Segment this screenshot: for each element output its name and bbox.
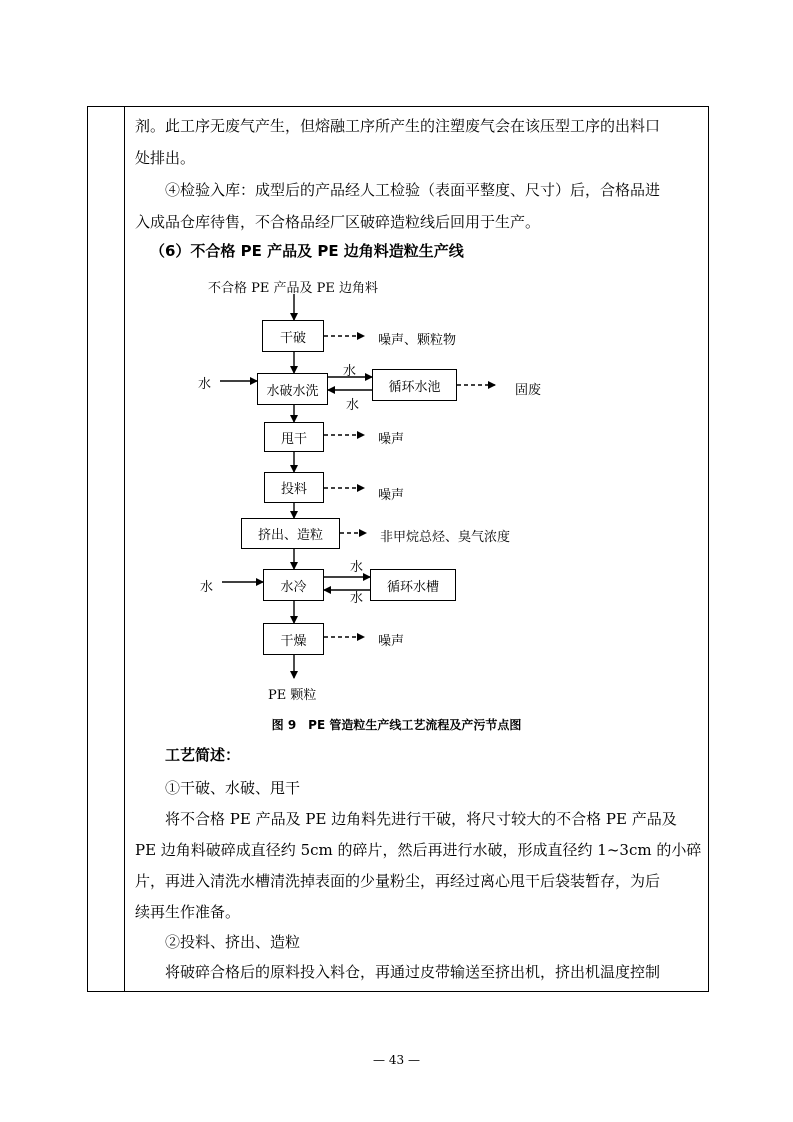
flow-input-label: 不合格 PE 产品及 PE 边角料: [208, 281, 379, 296]
water-flow-label: 水: [350, 591, 364, 606]
paragraph-line: 剂。此工序无废气产生，但熔融工序所产生的注塑废气会在该压型工序的出料口: [135, 117, 661, 135]
figure-caption: 图 9 PE 管造粒生产线工艺流程及产污节点图: [271, 718, 522, 732]
paragraph-line: 片，再进入清洗水槽清洗掉表面的少量粉尘，再经过离心甩干后袋装暂存，为后: [135, 872, 661, 890]
paragraph-line: 入成品仓库待售，不合格品经厂区破碎造粒线后回用于生产。: [135, 213, 541, 231]
water-flow-label: 水: [346, 398, 360, 413]
process-box-water-cool: 水冷: [263, 569, 324, 601]
section-heading: （6）不合格 PE 产品及 PE 边角料造粒生产线: [150, 242, 464, 260]
process-box-tank: 循环水槽: [370, 569, 456, 601]
paragraph-line: 将破碎合格后的原料投入料仓，再通过皮带输送至挤出机，挤出机温度控制: [165, 963, 661, 981]
water-input-label: 水: [200, 580, 214, 595]
pollutant-label: 噪声: [378, 634, 405, 649]
step-title: ②投料、挤出、造粒: [165, 933, 301, 951]
process-box-spin-dry: 甩干: [264, 422, 324, 452]
process-box-drying: 干燥: [263, 623, 324, 655]
paragraph-line: 续再生作准备。: [135, 903, 241, 921]
water-flow-label: 水: [343, 364, 357, 379]
process-box-pool: 循环水池: [372, 369, 457, 401]
paragraph-line: 将不合格 PE 产品及 PE 边角料先进行干破，将尺寸较大的不合格 PE 产品及: [165, 810, 677, 828]
water-flow-label: 水: [350, 560, 364, 575]
flow-output-label: PE 颗粒: [268, 688, 317, 703]
pollutant-label: 噪声、颗粒物: [378, 333, 457, 348]
page-number: — 43 —: [373, 1053, 420, 1067]
paragraph-line: 处排出。: [135, 149, 196, 167]
step-title: ①干破、水破、甩干: [165, 779, 301, 797]
process-box-feeding: 投料: [264, 472, 324, 503]
process-heading: 工艺简述：: [165, 746, 241, 764]
paragraph-line: ④检验入库：成型后的产品经人工检验（表面平整度、尺寸）后，合格品进: [165, 181, 661, 199]
process-box-extrude: 挤出、造粒: [241, 518, 340, 549]
water-input-label: 水: [198, 377, 212, 392]
process-box-dry-crush: 干破: [262, 320, 324, 352]
pollutant-label: 非甲烷总烃、臭气浓度: [380, 530, 511, 545]
pollutant-label: 固废: [515, 383, 542, 398]
process-box-water-crush: 水破水洗: [257, 373, 328, 405]
paragraph-line: PE 边角料破碎成直径约 5cm 的碎片，然后再进行水破，形成直径约 1~3cm 的小碎: [135, 841, 702, 859]
pollutant-label: 噪声: [378, 432, 405, 447]
pollutant-label: 噪声: [378, 488, 405, 503]
